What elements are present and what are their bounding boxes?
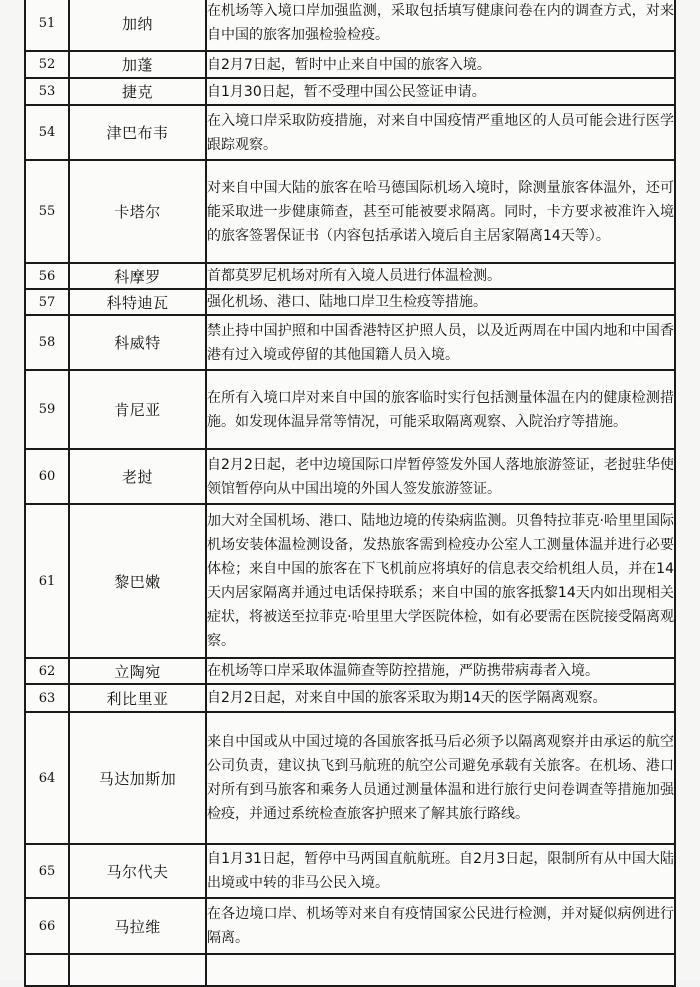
row-number: 65 [25, 844, 69, 898]
table-row [25, 658, 675, 684]
table-row [25, 449, 675, 504]
country-name: 科威特 [69, 315, 206, 370]
country-name: 卡塔尔 [69, 160, 206, 263]
row-number: 55 [25, 160, 69, 263]
row-number: 52 [25, 51, 69, 78]
measure-text: 自1月31日起，暂停中马两国直航航班。自2月3日起，限制所有从中国大陆出境或中转的非马公民入境。 [206, 844, 675, 898]
measure-text: 在入境口岸采取防疫措施，对来自中国疫情严重地区的人员可能会进行医学跟踪观察。 [206, 105, 675, 160]
row-number: 51 [25, 0, 69, 51]
table-row [25, 78, 675, 105]
table-row [25, 712, 675, 844]
country-measures-table [24, 0, 676, 987]
country-name [69, 954, 206, 986]
measure-text: 自2月7日起，暂时中止来自中国的旅客入境。 [206, 51, 675, 78]
country-name: 捷克 [69, 78, 206, 105]
row-number: 59 [25, 370, 69, 449]
table-row [25, 844, 675, 898]
measure-text: 自1月30日起，暂不受理中国公民签证申请。 [206, 78, 675, 105]
table-row [25, 289, 675, 315]
country-name: 黎巴嫩 [69, 504, 206, 658]
measure-text: 自2月2日起，对来自中国的旅客采取为期14天的医学隔离观察。 [206, 684, 675, 712]
table-row [25, 51, 675, 78]
row-number: 54 [25, 105, 69, 160]
table-row [25, 684, 675, 712]
row-number: 58 [25, 315, 69, 370]
table-row [25, 504, 675, 658]
country-name: 马达加斯加 [69, 712, 206, 844]
row-number: 56 [25, 263, 69, 289]
country-name: 科特迪瓦 [69, 289, 206, 315]
country-name: 马拉维 [69, 898, 206, 954]
measure-text [206, 954, 675, 986]
row-number: 53 [25, 78, 69, 105]
table-row [25, 370, 675, 449]
measure-text: 在所有入境口岸对来自中国的旅客临时实行包括测量体温在内的健康检测措施。如发现体温异常等情况，可能采取隔离观察、入院治疗等措施。 [206, 370, 675, 449]
table-row-partial [25, 954, 675, 986]
measure-text: 在各边境口岸、机场等对来自有疫情国家公民进行检测，并对疑似病例进行隔离。 [206, 898, 675, 954]
row-number: 60 [25, 449, 69, 504]
table-row [25, 0, 675, 51]
country-name: 科摩罗 [69, 263, 206, 289]
measure-text: 禁止持中国护照和中国香港特区护照人员，以及近两周在中国内地和中国香港有过入境或停留的其他国籍人员入境。 [206, 315, 675, 370]
table-row [25, 315, 675, 370]
country-name: 利比里亚 [69, 684, 206, 712]
measure-text: 在机场等入境口岸加强监测，采取包括填写健康问卷在内的调查方式，对来自中国的旅客加强检验检疫。 [206, 0, 675, 51]
measure-text: 对来自中国大陆的旅客在哈马德国际机场入境时，除测量旅客体温外，还可能采取进一步健康筛查，甚至可能被要求隔离。同时，卡方要求被准许入境的旅客签署保证书（内容包括承诺入境后自主居家隔离14天等）。 [206, 160, 675, 263]
row-number: 63 [25, 684, 69, 712]
row-number: 64 [25, 712, 69, 844]
row-number [25, 954, 69, 986]
table-row [25, 263, 675, 289]
table-row [25, 105, 675, 160]
country-name: 津巴布韦 [69, 105, 206, 160]
measure-text: 首都莫罗尼机场对所有入境人员进行体温检测。 [206, 263, 675, 289]
country-name: 加蓬 [69, 51, 206, 78]
measure-text: 来自中国或从中国过境的各国旅客抵马后必须予以隔离观察并由承运的航空公司负责，建议执飞到马航班的航空公司避免承载有关旅客。在机场、港口对所有到马旅客和乘务人员通过测量体温和进行旅行史问卷调查等措施加强检疫，并通过系统检查旅客护照来了解其旅行路线。 [206, 712, 675, 844]
measure-text: 加大对全国机场、港口、陆地边境的传染病监测。贝鲁特拉菲克·哈里里国际机场安装体温检测设备，发热旅客需到检疫办公室人工测量体温并进行必要体检；来自中国的旅客在下飞机前应将填好的信息表交给机组人员，并在14天内居家隔离并通过电话保持联系；来自中国的旅客抵黎14天内如出现相关症状，将被送至拉菲克·哈里里大学医院体检，如有必要需在医院接受隔离观察。 [206, 504, 675, 658]
table-row [25, 160, 675, 263]
country-name: 马尔代夫 [69, 844, 206, 898]
measure-text: 强化机场、港口、陆地口岸卫生检疫等措施。 [206, 289, 675, 315]
row-number: 66 [25, 898, 69, 954]
measure-text: 自2月2日起，老中边境国际口岸暂停签发外国人落地旅游签证，老挝驻华使领馆暂停向从中国出境的外国人签发旅游签证。 [206, 449, 675, 504]
country-name: 立陶宛 [69, 658, 206, 684]
country-name: 肯尼亚 [69, 370, 206, 449]
country-name: 老挝 [69, 449, 206, 504]
row-number: 61 [25, 504, 69, 658]
table-row [25, 898, 675, 954]
row-number: 57 [25, 289, 69, 315]
row-number: 62 [25, 658, 69, 684]
country-name: 加纳 [69, 0, 206, 51]
measure-text: 在机场等口岸采取体温筛查等防控措施，严防携带病毒者入境。 [206, 658, 675, 684]
